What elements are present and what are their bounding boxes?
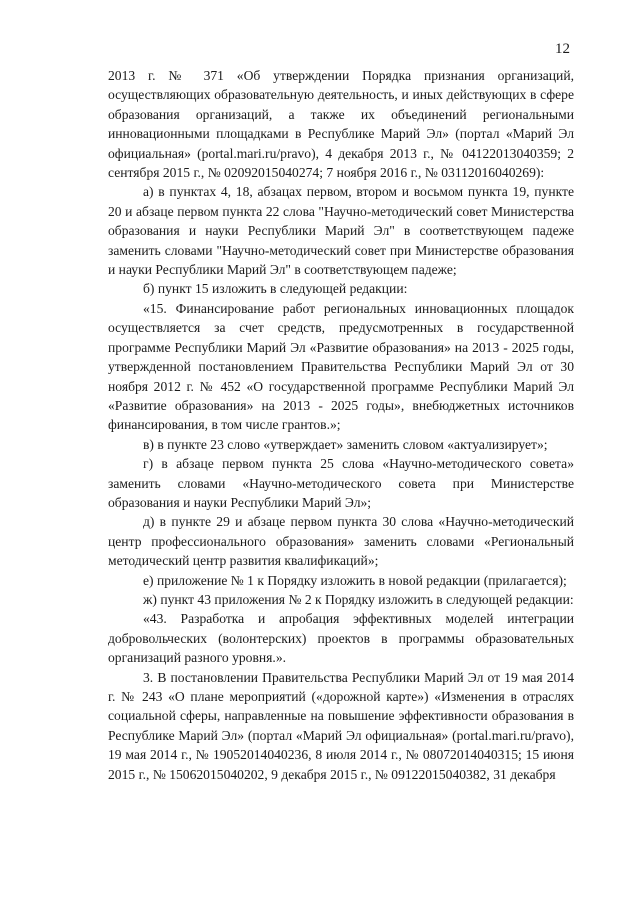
paragraph: ж) пункт 43 приложения № 2 к Порядку изложить в следующей редакции: [143, 591, 574, 607]
paragraph: а) в пунктах 4, 18, абзацах первом, втором и восьмом пункта 19, пункте 20 и абзаце первом пункта 22 слова "Научно-методический совет Министерства образования и науки Республики Марий Эл" в соответствующем падеже заменить словами "Научно-методический совет при Министерстве образования и науки Республики Марий Эл" в соответствующем падеже; [108, 184, 574, 278]
paragraph: «15. Финансирование работ региональных инновационных площадок осуществляется за счет средств, предусмотренных в государственной программе Республики Марий Эл «Развитие образования» на 2013 - 2025 годы, утвержденной постановлением Правительства Республики Марий Эл от 30 ноября 2012 г. № 452 «О государственной программе Республики Марий Эл «Развитие образования» на 2013 - 2025 годы», внебюджетных источников финансирования, в том числе грантов.»; [108, 300, 574, 433]
document-body [108, 66, 574, 784]
page-number: 12 [555, 41, 570, 57]
paragraph: г) в абзаце первом пункта 25 слова «Научно-методического совета» заменить словами «Научно-методического совета при Министерстве образования и науки Республики Марий Эл»; [108, 456, 574, 510]
paragraph: б) пункт 15 изложить в следующей редакции: [143, 281, 408, 297]
paragraph: д) в пункте 29 и абзаце первом пункта 30 слова «Научно-методический центр профессионального образования» заменить словами «Региональный методический центр развития квалификаций»; [108, 514, 574, 569]
paragraph: в) в пункте 23 слово «утверждает» заменить словом «актуализирует»; [143, 436, 548, 452]
paragraph: 2013 г. № 371 «Об утверждении Порядка признания организаций, осуществляющих образовательную деятельность, и иных действующих в сфере образования организаций, а также их объединений региональными инновационными площадками в Республике Марий Эл» (портал «Марий Эл официальная» (portal.mari.ru/pravo), 4 декабря 2013 г., № 04122013040359; 2 сентября 2015 г., № 02092015040274; 7 ноября 2016 г., № 03112016040269): [108, 68, 574, 181]
paragraph: «43. Разработка и апробация эффективных моделей интеграции добровольческих (волонтерских) проектов в программы образовательных организаций разного уровня.». [108, 611, 574, 666]
paragraph: 3. В постановлении Правительства Республики Марий Эл от 19 мая 2014 г. № 243 «О плане мероприятий («дорожной карте») «Изменения в отраслях социальной сферы, направленные на повышение эффективности образования в Республике Марий Эл» (портал «Марий Эл официальная» (portal.mari.ru/pravo), 19 мая 2014 г., № 19052014040236, 8 июля 2014 г., № 08072014040315; 15 июня 2015 г., № 15062015040202, 9 декабря 2015 г., № 09122015040382, 31 декабря [108, 669, 574, 782]
paragraph: е) приложение № 1 к Порядку изложить в новой редакции (прилагается); [143, 572, 567, 588]
